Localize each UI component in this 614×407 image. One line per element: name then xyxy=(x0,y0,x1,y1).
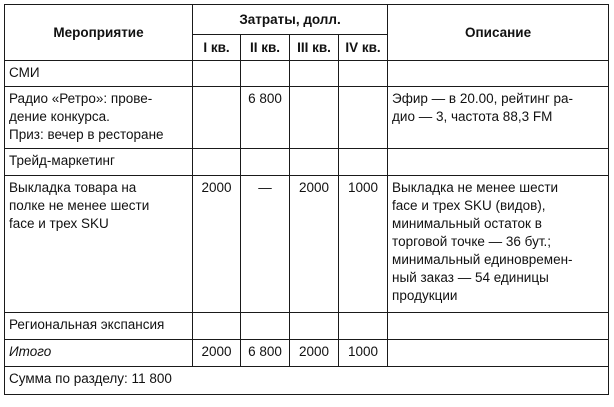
section-sum: Сумма по разделу: 11 800 xyxy=(5,367,609,395)
display-description-line: ный заказ — 54 единицы xyxy=(392,270,549,285)
empty-cell xyxy=(241,61,290,87)
display-description-line: минимальный единовремен- xyxy=(392,252,573,267)
radio-q1 xyxy=(193,87,241,149)
empty-cell xyxy=(388,149,609,176)
empty-cell xyxy=(193,313,241,340)
total-label: Итого xyxy=(5,340,193,367)
empty-cell xyxy=(290,149,339,176)
empty-cell xyxy=(193,149,241,176)
header-q3: III кв. xyxy=(290,35,339,61)
empty-cell xyxy=(193,61,241,87)
section-regional: Региональная экспансия xyxy=(5,313,193,340)
total-q3: 2000 xyxy=(290,340,339,367)
section-trade: Трейд-маркетинг xyxy=(5,149,193,176)
total-q4: 1000 xyxy=(339,340,388,367)
marketing-budget-table xyxy=(4,4,609,395)
total-row xyxy=(5,340,609,367)
display-q3: 2000 xyxy=(290,176,339,313)
radio-q4 xyxy=(339,87,388,149)
empty-cell xyxy=(388,61,609,87)
display-description-line: Выкладка не менее шести xyxy=(392,180,559,195)
header-event: Мероприятие xyxy=(5,5,193,61)
empty-cell xyxy=(339,61,388,87)
empty-cell xyxy=(290,313,339,340)
display-description xyxy=(388,176,609,313)
radio-event-line: дение конкурса. xyxy=(9,109,110,124)
header-q1: I кв. xyxy=(193,35,241,61)
header-row-top xyxy=(5,5,609,35)
display-q4: 1000 xyxy=(339,176,388,313)
empty-cell xyxy=(339,149,388,176)
empty-cell xyxy=(388,340,609,367)
empty-cell xyxy=(290,61,339,87)
radio-event-line: Радио «Ретро»: прове- xyxy=(9,91,153,106)
header-description: Описание xyxy=(388,5,609,61)
empty-cell xyxy=(339,313,388,340)
radio-q2: 6 800 xyxy=(241,87,290,149)
header-q2: II кв. xyxy=(241,35,290,61)
table-row-radio xyxy=(5,87,609,149)
radio-event xyxy=(5,87,193,149)
radio-description-line: дио — 3, частота 88,3 FM xyxy=(392,109,553,124)
section-sum-row xyxy=(5,367,609,395)
empty-cell xyxy=(241,149,290,176)
display-event-line: face и трех SKU xyxy=(9,216,109,231)
total-q1: 2000 xyxy=(193,340,241,367)
header-costs: Затраты, долл. xyxy=(193,5,388,35)
header-q4: IV кв. xyxy=(339,35,388,61)
display-q2: — xyxy=(241,176,290,313)
section-row-regional xyxy=(5,313,609,340)
display-event-line: полке не менее шести xyxy=(9,198,150,213)
display-description-line: торговой точке — 36 бут.; xyxy=(392,234,552,249)
total-q2: 6 800 xyxy=(241,340,290,367)
radio-description xyxy=(388,87,609,149)
section-row-smi xyxy=(5,61,609,87)
display-description-line: продукции xyxy=(392,288,458,303)
empty-cell xyxy=(241,313,290,340)
display-description-line: минимальный остаток в xyxy=(392,216,542,231)
display-description-line: face и трех SKU (видов), xyxy=(392,198,546,213)
radio-q3 xyxy=(290,87,339,149)
radio-event-line: Приз: вечер в ресторане xyxy=(9,127,164,142)
display-event-line: Выкладка товара на xyxy=(9,180,137,195)
section-row-trade xyxy=(5,149,609,176)
radio-description-line: Эфир — в 20.00, рейтинг ра- xyxy=(392,91,574,106)
display-q1: 2000 xyxy=(193,176,241,313)
empty-cell xyxy=(388,313,609,340)
display-event xyxy=(5,176,193,313)
section-smi: СМИ xyxy=(5,61,193,87)
table-row-display xyxy=(5,176,609,313)
